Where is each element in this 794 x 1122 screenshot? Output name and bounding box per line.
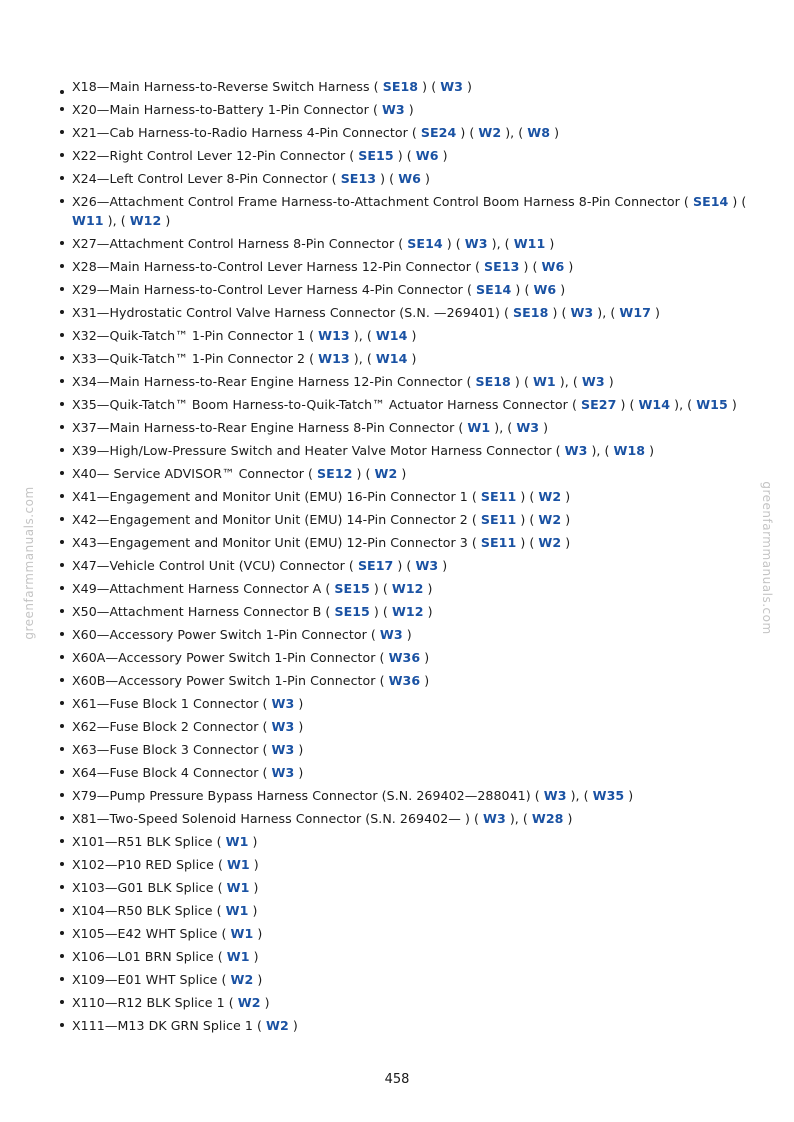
reference-link[interactable]: W3: [464, 236, 488, 251]
item-text: ): [294, 765, 304, 780]
reference-link[interactable]: W11: [513, 236, 546, 251]
reference-link[interactable]: SE27: [580, 397, 617, 412]
item-text: ): [407, 351, 417, 366]
reference-link[interactable]: SE11: [480, 512, 517, 527]
reference-link[interactable]: W6: [541, 259, 565, 274]
list-item: [60, 625, 750, 644]
list-item: [60, 671, 750, 690]
item-text: ) (: [548, 305, 571, 320]
list-item: [60, 169, 750, 188]
reference-link[interactable]: W3: [415, 558, 439, 573]
reference-link[interactable]: SE11: [480, 489, 517, 504]
item-text: ) (: [376, 171, 399, 186]
list-item: [60, 924, 750, 943]
item-text: X32—Quik-Tatch™ 1-Pin Connector 1 (: [72, 328, 319, 343]
item-text: X61—Fuse Block 1 Connector (: [72, 696, 272, 711]
list-item: [60, 786, 750, 805]
item-text: ): [550, 125, 560, 140]
item-text: ) (: [511, 282, 534, 297]
item-text: ), (: [587, 443, 614, 458]
reference-link[interactable]: W1: [467, 420, 491, 435]
watermark-right: greenfarmmanuals.com: [760, 481, 774, 635]
reference-link[interactable]: W14: [375, 351, 408, 366]
item-text: X40— Service ADVISOR™ Connector (: [72, 466, 318, 481]
item-text: ) (: [510, 374, 533, 389]
item-text: X33—Quik-Tatch™ 1-Pin Connector 2 (: [72, 351, 319, 366]
list-item: [60, 441, 750, 460]
item-text: X110—R12 BLK Splice 1 (: [72, 995, 238, 1010]
reference-link[interactable]: W11: [72, 213, 104, 228]
list-item: [60, 809, 750, 828]
reference-link[interactable]: W3: [271, 742, 295, 757]
reference-link[interactable]: W2: [266, 1018, 289, 1033]
reference-link[interactable]: W2: [230, 972, 254, 987]
item-text: ): [420, 171, 430, 186]
item-text: ): [727, 397, 737, 412]
reference-link[interactable]: W12: [391, 581, 424, 596]
reference-link[interactable]: W3: [271, 719, 295, 734]
item-text: ): [248, 834, 258, 849]
item-text: X106—L01 BRN Splice (: [72, 949, 227, 964]
item-text: ) (: [393, 148, 416, 163]
item-text: X39—High/Low-Pressure Switch and Heater Valve Motor Harness Connector (: [72, 443, 565, 458]
item-text: X101—R51 BLK Splice (: [72, 834, 226, 849]
watermark-left: greenfarmmanuals.com: [22, 486, 36, 640]
item-text: ), (: [501, 125, 528, 140]
item-text: ) (: [456, 125, 479, 140]
item-text: ): [161, 213, 171, 228]
item-text: ): [423, 581, 433, 596]
reference-link[interactable]: W3: [543, 788, 567, 803]
reference-link[interactable]: W3: [271, 765, 295, 780]
connector-list: [60, 77, 750, 1039]
item-text: ), (: [555, 374, 582, 389]
list-item: [60, 579, 750, 598]
list-item: [60, 832, 750, 851]
item-text: ): [253, 926, 263, 941]
reference-link[interactable]: SE14: [407, 236, 443, 251]
item-text: ) (: [369, 604, 392, 619]
item-text: ) (: [516, 489, 539, 504]
reference-link[interactable]: W2: [237, 995, 261, 1010]
list-item: [60, 146, 750, 165]
reference-link[interactable]: W1: [226, 880, 250, 895]
list-item: [60, 303, 750, 322]
list-item: [60, 234, 750, 253]
reference-link[interactable]: W2: [374, 466, 398, 481]
reference-link[interactable]: W12: [129, 213, 162, 228]
reference-link[interactable]: SE18: [512, 305, 549, 320]
reference-link[interactable]: SE17: [357, 558, 394, 573]
list-item: [60, 464, 750, 483]
list-item: [60, 993, 750, 1012]
list-item: [60, 395, 750, 414]
list-item: [60, 855, 750, 874]
item-text: ), (: [487, 236, 514, 251]
item-text: ): [260, 995, 270, 1010]
reference-link[interactable]: SE12: [317, 466, 353, 481]
item-text: ): [407, 328, 417, 343]
item-text: X81—Two-Speed Solenoid Harness Connector (S.N. 269402— ) (: [72, 811, 483, 826]
item-text: ), (: [349, 351, 376, 366]
item-text: ) (: [519, 259, 542, 274]
item-text: X24—Left Control Lever 8-Pin Connector (: [72, 171, 341, 186]
item-text: ) (: [393, 558, 416, 573]
list-item: [60, 77, 750, 96]
reference-link[interactable]: W3: [564, 443, 588, 458]
item-text: X35—Quik-Tatch™ Boom Harness-to-Quik-Tatch™ Actuator Harness Connector (: [72, 397, 581, 412]
item-text: ): [563, 811, 573, 826]
item-text: X26—Attachment Control Frame Harness-to-Attachment Control Boom Harness 8-Pin Connector (: [72, 194, 693, 209]
item-text: X49—Attachment Harness Connector A (: [72, 581, 335, 596]
reference-link[interactable]: W1: [230, 926, 254, 941]
item-text: X29—Main Harness-to-Control Lever Harness 4-Pin Connector (: [72, 282, 476, 297]
item-text: ) (: [442, 236, 465, 251]
item-text: X47—Vehicle Control Unit (VCU) Connector (: [72, 558, 358, 573]
reference-link[interactable]: W36: [388, 673, 421, 688]
item-text: X103—G01 BLK Splice (: [72, 880, 227, 895]
list-item: [60, 717, 750, 736]
item-text: ) (: [728, 194, 747, 209]
reference-link[interactable]: W3: [271, 696, 295, 711]
item-text: X31—Hydrostatic Control Valve Harness Connector (S.N. —269401) (: [72, 305, 513, 320]
item-text: ): [462, 79, 473, 94]
reference-link[interactable]: SE14: [692, 194, 729, 209]
reference-link[interactable]: W14: [638, 397, 671, 412]
reference-link[interactable]: W2: [538, 489, 562, 504]
reference-link[interactable]: W6: [415, 148, 439, 163]
reference-link[interactable]: W1: [226, 949, 250, 964]
item-text: ): [438, 148, 448, 163]
item-text: ): [423, 604, 433, 619]
reference-link[interactable]: W3: [570, 305, 594, 320]
reference-link[interactable]: SE11: [480, 535, 517, 550]
item-text: ): [404, 102, 414, 117]
item-text: ), (: [566, 788, 593, 803]
list-item: [60, 123, 750, 142]
item-text: X18—Main Harness-to-Reverse Switch Harness (: [72, 79, 383, 94]
reference-link[interactable]: W3: [440, 79, 463, 94]
reference-link[interactable]: SE18: [382, 79, 419, 94]
item-text: ): [645, 443, 655, 458]
item-text: X104—R50 BLK Splice (: [72, 903, 226, 918]
reference-link[interactable]: SE14: [475, 282, 512, 297]
reference-link[interactable]: SE13: [340, 171, 377, 186]
list-item: [60, 556, 750, 575]
reference-link[interactable]: W3: [381, 102, 405, 117]
item-text: X22—Right Control Lever 12-Pin Connector (: [72, 148, 359, 163]
item-text: ), (: [349, 328, 376, 343]
item-text: ), (: [103, 213, 130, 228]
reference-link[interactable]: W3: [379, 627, 403, 642]
item-text: ): [561, 512, 571, 527]
item-text: X60B—Accessory Power Switch 1-Pin Connector (: [72, 673, 389, 688]
reference-link[interactable]: W18: [613, 443, 646, 458]
reference-link[interactable]: W28: [531, 811, 564, 826]
item-text: ): [650, 305, 660, 320]
reference-link[interactable]: W2: [538, 535, 562, 550]
list-item: [60, 280, 750, 299]
item-text: ): [294, 696, 304, 711]
item-text: ) (: [418, 79, 441, 94]
item-text: X50—Attachment Harness Connector B (: [72, 604, 335, 619]
item-text: X64—Fuse Block 4 Connector (: [72, 765, 272, 780]
list-item: [60, 192, 750, 230]
item-text: X60—Accessory Power Switch 1-Pin Connector (: [72, 627, 380, 642]
reference-link[interactable]: W3: [581, 374, 605, 389]
reference-link[interactable]: W13: [318, 328, 350, 343]
list-item: [60, 372, 750, 391]
item-text: ): [253, 972, 263, 987]
item-text: ): [539, 420, 549, 435]
list-item: [60, 349, 750, 368]
list-item: [60, 970, 750, 989]
item-text: ): [545, 236, 555, 251]
item-text: ) (: [516, 535, 539, 550]
reference-link[interactable]: W6: [398, 171, 421, 186]
reference-link[interactable]: W1: [225, 834, 249, 849]
item-text: X60A—Accessory Power Switch 1-Pin Connector (: [72, 650, 389, 665]
reference-link[interactable]: W1: [532, 374, 556, 389]
item-text: ): [624, 788, 634, 803]
list-item: [60, 740, 750, 759]
reference-link[interactable]: W14: [375, 328, 408, 343]
item-text: ) (: [516, 512, 539, 527]
reference-link[interactable]: W2: [478, 125, 502, 140]
item-text: X43—Engagement and Monitor Unit (EMU) 12-Pin Connector 3 (: [72, 535, 481, 550]
item-text: X105—E42 WHT Splice (: [72, 926, 231, 941]
item-text: ), (: [490, 420, 517, 435]
list-item: [60, 533, 750, 552]
reference-link[interactable]: W17: [619, 305, 651, 320]
item-text: ), (: [670, 397, 697, 412]
item-text: ), (: [505, 811, 532, 826]
item-text: X62—Fuse Block 2 Connector (: [72, 719, 272, 734]
reference-link[interactable]: W1: [226, 857, 250, 872]
list-item: [60, 1016, 750, 1035]
item-text: ): [397, 466, 407, 481]
reference-link[interactable]: W36: [388, 650, 421, 665]
item-text: ): [249, 857, 259, 872]
reference-link[interactable]: SE13: [484, 259, 520, 274]
list-item: [60, 901, 750, 920]
item-text: X111—M13 DK GRN Splice 1 (: [72, 1018, 266, 1033]
reference-link[interactable]: W13: [318, 351, 350, 366]
reference-link[interactable]: W1: [225, 903, 249, 918]
item-text: ): [561, 489, 571, 504]
item-text: ): [420, 650, 430, 665]
list-item: [60, 947, 750, 966]
list-item: [60, 763, 750, 782]
reference-link[interactable]: SE18: [475, 374, 511, 389]
item-text: ): [561, 535, 571, 550]
reference-link[interactable]: W2: [538, 512, 562, 527]
item-text: ) (: [616, 397, 639, 412]
list-item: [60, 100, 750, 119]
reference-link[interactable]: SE15: [334, 581, 370, 596]
reference-link[interactable]: SE24: [420, 125, 457, 140]
item-text: X102—P10 RED Splice (: [72, 857, 227, 872]
item-text: ): [249, 949, 259, 964]
item-text: X34—Main Harness-to-Rear Engine Harness 12-Pin Connector (: [72, 374, 476, 389]
item-text: X28—Main Harness-to-Control Lever Harness 12-Pin Connector (: [72, 259, 485, 274]
reference-link[interactable]: W35: [592, 788, 625, 803]
reference-link[interactable]: W3: [483, 811, 506, 826]
item-text: ): [248, 903, 258, 918]
reference-link[interactable]: W15: [696, 397, 728, 412]
item-text: X37—Main Harness-to-Rear Engine Harness 8-Pin Connector (: [72, 420, 468, 435]
reference-link[interactable]: W6: [533, 282, 557, 297]
item-text: ): [556, 282, 566, 297]
item-text: ): [294, 719, 304, 734]
list-item: [60, 510, 750, 529]
item-text: ): [564, 259, 574, 274]
item-text: X27—Attachment Control Harness 8-Pin Connector (: [72, 236, 408, 251]
item-text: X20—Main Harness-to-Battery 1-Pin Connector (: [72, 102, 382, 117]
item-text: X21—Cab Harness-to-Radio Harness 4-Pin Connector (: [72, 125, 421, 140]
item-text: ): [249, 880, 259, 895]
list-item: [60, 694, 750, 713]
list-item: [60, 326, 750, 345]
list-item: [60, 487, 750, 506]
item-text: ): [604, 374, 614, 389]
reference-link[interactable]: SE15: [358, 148, 394, 163]
list-item: [60, 648, 750, 667]
item-text: ) (: [369, 581, 392, 596]
reference-link[interactable]: W8: [527, 125, 551, 140]
page-number: 458: [384, 1072, 410, 1087]
item-text: ) (: [352, 466, 375, 481]
item-text: ): [294, 742, 304, 757]
item-text: ): [288, 1018, 298, 1033]
item-text: ): [438, 558, 448, 573]
item-text: X109—E01 WHT Splice (: [72, 972, 231, 987]
list-item: [60, 602, 750, 621]
list-item: [60, 257, 750, 276]
item-text: ): [420, 673, 430, 688]
reference-link[interactable]: W3: [516, 420, 540, 435]
item-text: X41—Engagement and Monitor Unit (EMU) 16-Pin Connector 1 (: [72, 489, 481, 504]
reference-link[interactable]: W12: [391, 604, 424, 619]
item-text: X63—Fuse Block 3 Connector (: [72, 742, 272, 757]
list-item: [60, 878, 750, 897]
item-text: X79—Pump Pressure Bypass Harness Connector (S.N. 269402—288041) (: [72, 788, 544, 803]
item-text: X42—Engagement and Monitor Unit (EMU) 14-Pin Connector 2 (: [72, 512, 481, 527]
list-item: [60, 418, 750, 437]
item-text: ): [402, 627, 412, 642]
reference-link[interactable]: SE15: [334, 604, 370, 619]
item-text: ), (: [593, 305, 620, 320]
